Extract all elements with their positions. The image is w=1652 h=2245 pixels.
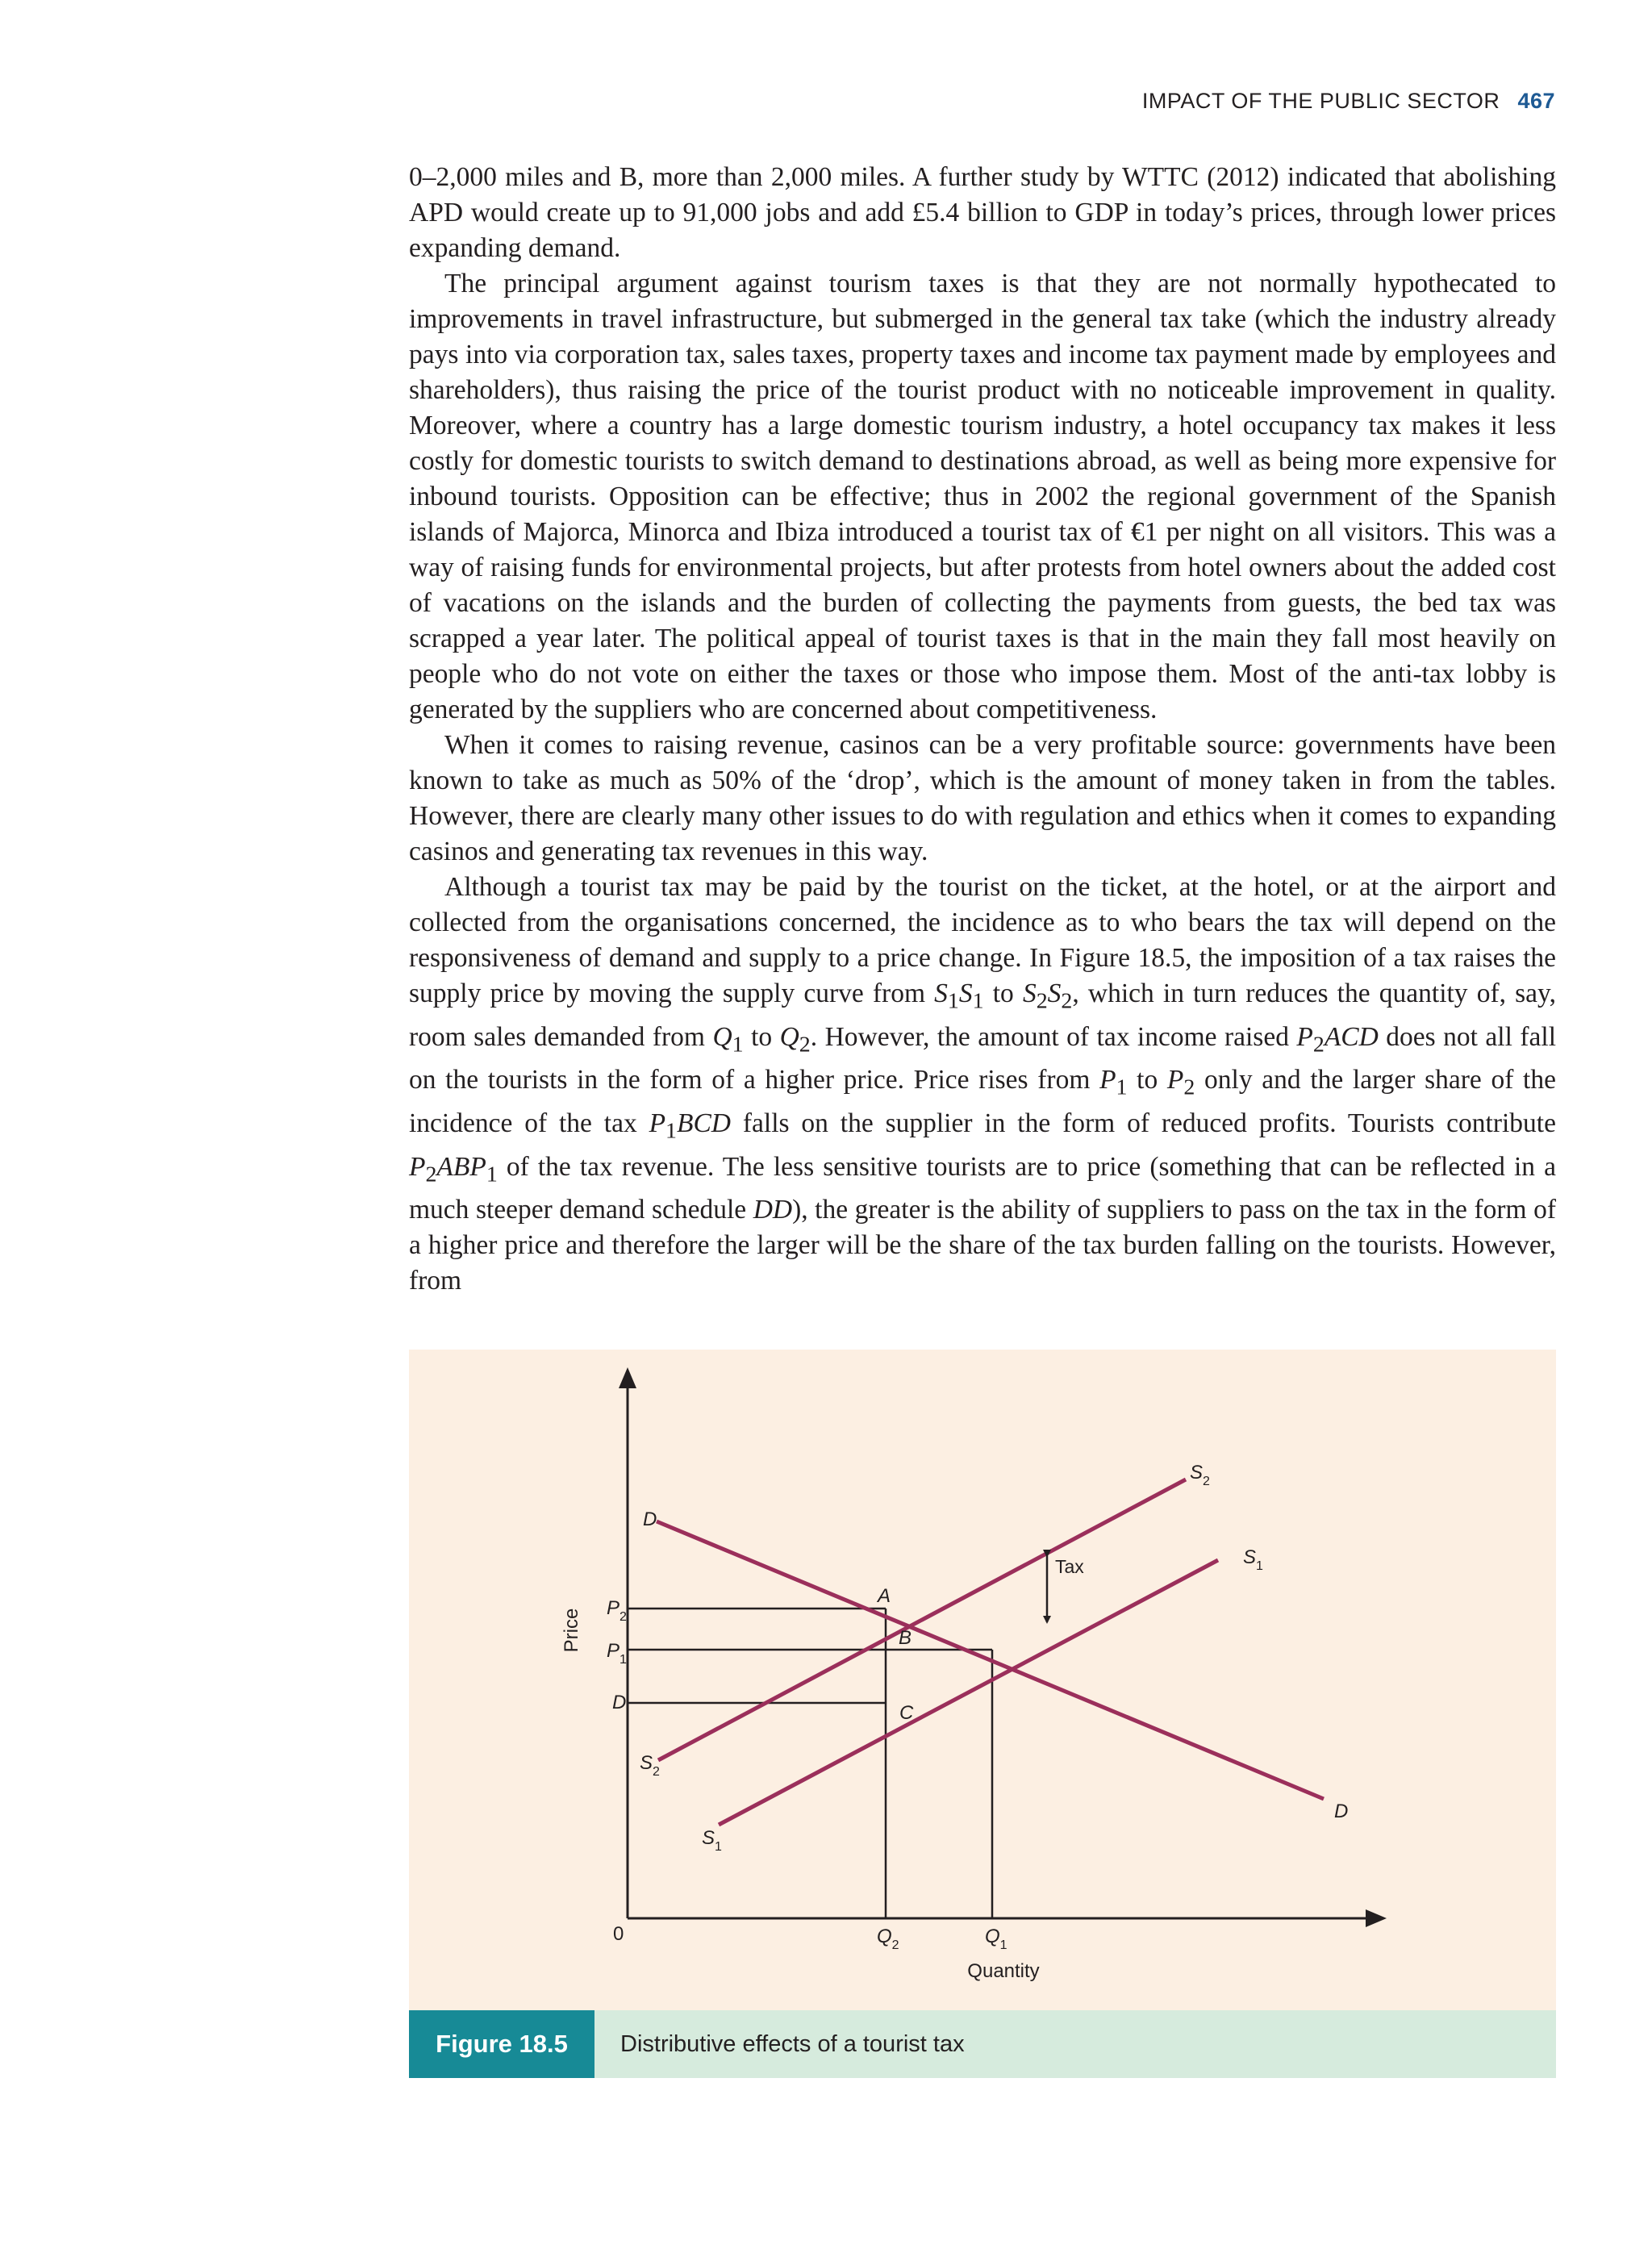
s2-label-bottom: $S_2$ [640, 1752, 660, 1779]
paragraph: 0–2,000 miles and B, more than 2,000 miles. A further study by WTTC (2012) indicated that abolishing APD would create up to 91,000 jobs and add £5.4 billion to GDP in today’s prices, through lower prices expanding demand. [409, 162, 1556, 263]
demand-label-top: D [643, 1508, 657, 1530]
x-tick-q2: $Q_2$ [877, 1926, 899, 1952]
figure-caption: Distributive effects of a tourist tax [620, 2031, 965, 2057]
point-label-c: C [899, 1702, 914, 1724]
point-label-b: B [899, 1627, 912, 1649]
page-number: 467 [1517, 89, 1555, 113]
x-axis-arrow [1366, 1909, 1387, 1927]
y-tick-p2: $P_2$ [607, 1597, 627, 1624]
demand-label-bottom: D [1334, 1801, 1349, 1822]
s1-label-bottom: $S_1$ [702, 1827, 722, 1854]
running-head [409, 89, 1555, 114]
s2-label-top: $S_2$ [1190, 1462, 1210, 1488]
figure-label: Figure 18.5 [409, 2010, 594, 2078]
y-axis-title: Price [561, 1608, 582, 1653]
supply-curve-s1 [719, 1560, 1218, 1825]
y-axis-arrow [619, 1367, 636, 1388]
y-tick-p1: $P_1$ [607, 1640, 627, 1667]
origin-label: 0 [613, 1923, 624, 1945]
x-tick-q1: $Q_1$ [985, 1926, 1007, 1952]
paragraph: The principal argument against tourism taxes is that they are not normally hypothecated to improvements in travel infrastructure, but submerged in the general tax take (which the industry already pays into via corporation tax, sales taxes, property taxes and income tax payment made by employees and shareholders), thus raising the price of the tourist product with no noticeable improvement in quality. Moreover, where a country has a large domestic tourism industry, a hotel occupancy tax makes it less costly for domestic tourists to switch demand to destinations abroad, as well as being more expensive for inbound tourists. Opposition can be effective; thus in 2002 the regional government of the Spanish islands of Majorca, Minorca and Ibiza introduced a tourist tax of €1 per night on all visitors. This was a way of raising funds for environmental projects, but after protests from hotel owners about the added cost of vacations on the islands and the burden of collecting the payments from guests, the bed tax was scrapped a year later. The political appeal of tourist taxes is that in the main they fall most heavily on people who do not vote on either the taxes or those who impose them. Most of the anti-tax lobby is generated by the suppliers who are concerned about competitiveness. [409, 269, 1556, 724]
demand-curve [657, 1521, 1324, 1799]
tax-label: Tax [1055, 1556, 1084, 1577]
x-axis-title: Quantity [967, 1960, 1040, 1982]
body-text [409, 160, 1556, 1299]
paragraph: Although a tourist tax may be paid by the tourist on the ticket, at the hotel, or at the airport and collected from the organisations concerned, the incidence as to who bears the tax will depend on the responsiveness of demand and supply to a price change. In Figure 18.5, the imposition of a tax raises the supply price by moving the supply curve from $S_1S_1$ to $S_2S_2$, which in turn reduces the quantity of, say, room sales demanded from $Q_1$ to $Q_2$. However, the amount of tax income raised $P_2ACD$ does not all fall on the tourists in the form of a higher price. Price rises from $P_1$ to $P_2$ only and the larger share of the incidence of the tax $P_1BCD$ falls on the supplier in the form of reduced profits. Tourists contribute $P_2ABP_1$ of the tax revenue. The less sensitive tourists are to price (something that can be reflected in a much steeper demand schedule DD), the greater is the ability of suppliers to pass on the tax in the form of a higher price and therefore the larger will be the share of the tax burden falling on the tourists. However, from [409, 872, 1557, 1296]
figure-caption-bar [409, 2010, 1556, 2078]
point-label-a: A [878, 1585, 891, 1607]
paragraph: When it comes to raising revenue, casinos can be a very profitable source: governments have been known to take as much as 50% of the ‘drop’, which is the amount of money taken in from the tables. However, there are clearly many other issues to do with regulation and ethics when it comes to expanding casinos and generating tax revenues in this way. [409, 730, 1556, 866]
supply-demand-diagram [409, 1350, 1556, 2010]
s1-label-top: $S_1$ [1243, 1546, 1263, 1573]
section-title: IMPACT OF THE PUBLIC SECTOR [1141, 89, 1500, 113]
figure-panel [409, 1350, 1556, 2010]
y-tick-d: D [612, 1692, 627, 1713]
